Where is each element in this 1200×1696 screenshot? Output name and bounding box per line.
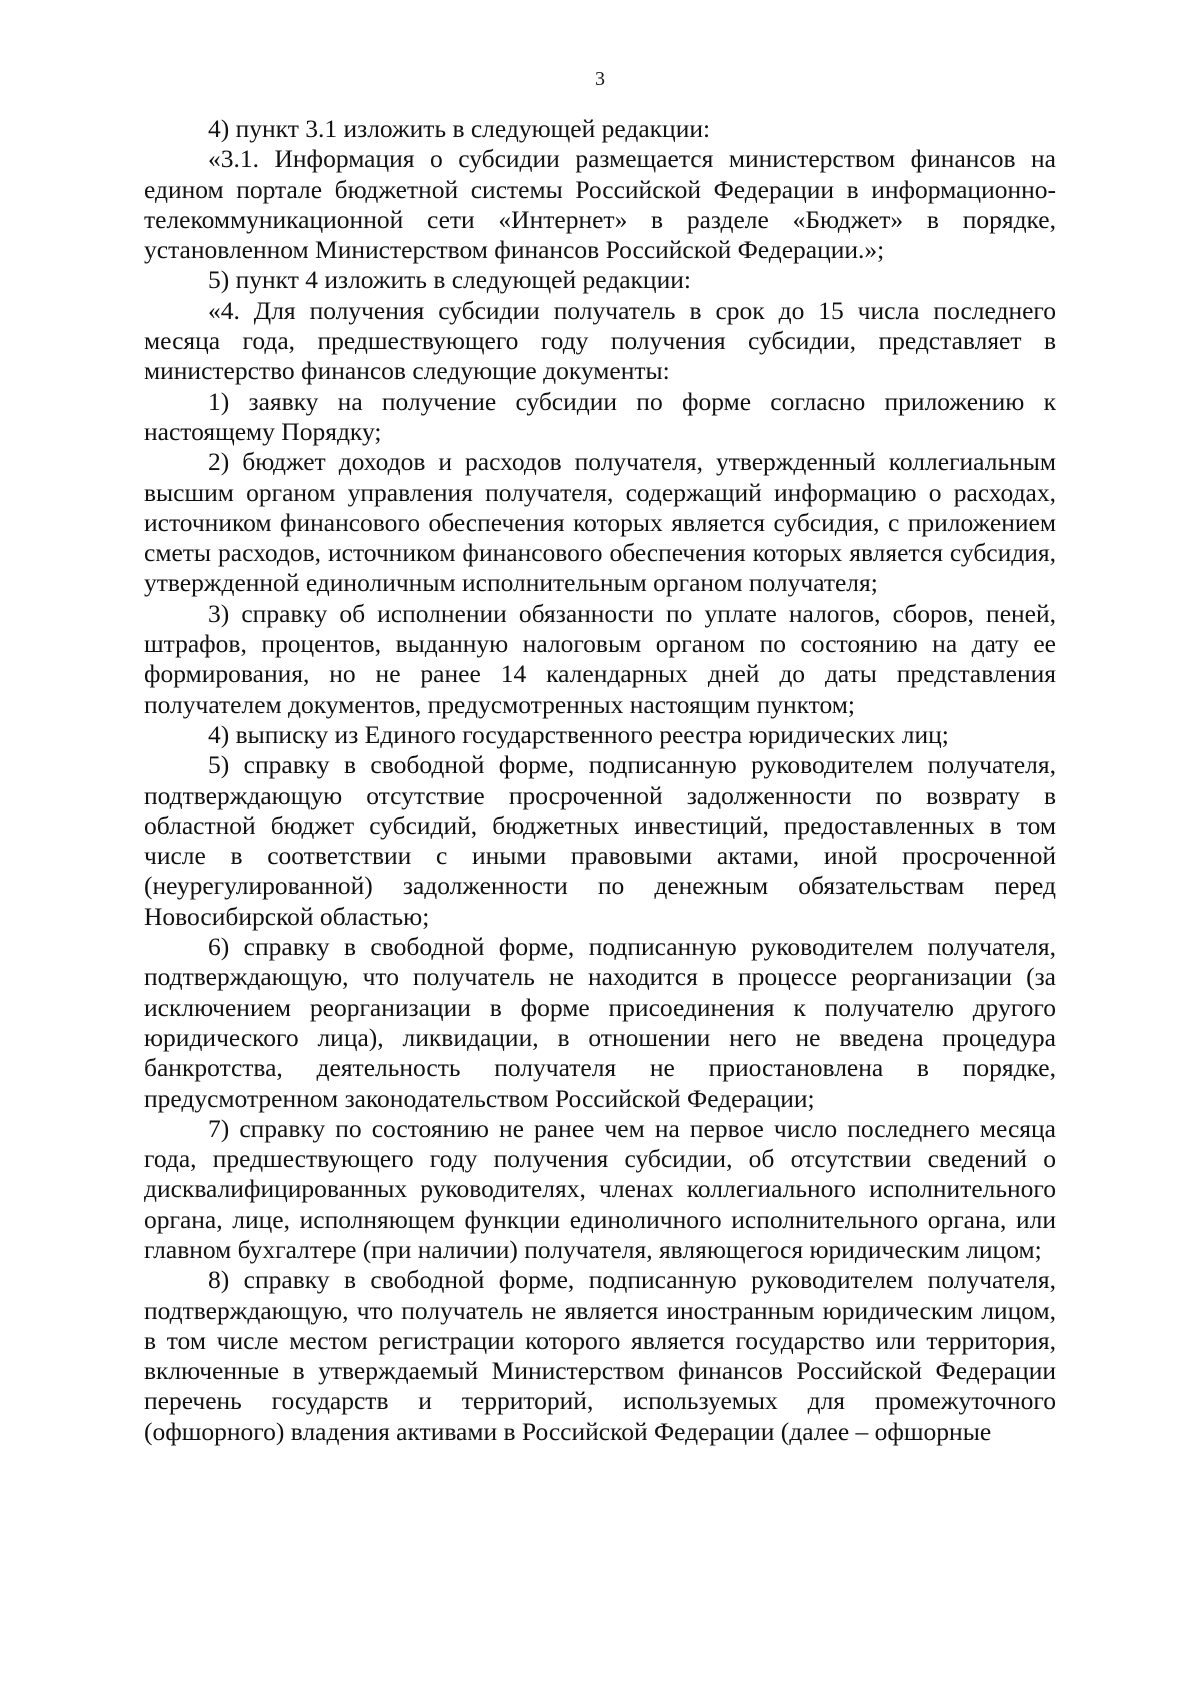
document-body (144, 114, 1056, 1447)
list-item-5: 5) справку в свободной форме, подписанную руководителем получателя, подтверждающую отсутствие просроченной задолженности по возврату в областной бюджет субсидий, бюджетных инвестиций, предоставленных в том числе в соответствии с иными правовыми актами, иной просроченной (неурегулированной) задолженности по денежным обязательствам перед Новосибирской областью; (144, 750, 1056, 931)
paragraph-clause-4: «4. Для получения субсидии получатель в срок до 15 числа последнего месяца года, предшествующего году получения субсидии, представляет в министерство финансов следующие документы: (144, 295, 1056, 386)
list-item-2: 2) бюджет доходов и расходов получателя, утвержденный коллегиальным высшим органом управления получателя, содержащий информацию о расходах, источником финансового обеспечения которых является субсидия, с приложением сметы расходов, источником финансового обеспечения которых является субсидия, утвержденной единоличным исполнительным органом получателя; (144, 447, 1056, 598)
paragraph-amendment-4: 4) пункт 3.1 изложить в следующей редакции: (208, 114, 711, 143)
list-item-6: 6) справку в свободной форме, подписанную руководителем получателя, подтверждающую, что получатель не находится в процессе реорганизации (за исключением реорганизации в форме присоединения к получателю другого юридического лица), ликвидации, в отношении него не введена процедура банкротства, деятельность получателя не приостановлена в порядке, предусмотренном законодательством Российской Федерации; (144, 932, 1056, 1113)
paragraph-amendment-5: 5) пункт 4 изложить в следующей редакции: (208, 265, 691, 295)
list-item-4: 4) выписку из Единого государственного реестра юридических лиц; (208, 719, 949, 749)
list-item-1: 1) заявку на получение субсидии по форме согласно приложению к настоящему Порядку; (144, 386, 1056, 446)
list-item-8: 8) справку в свободной форме, подписанную руководителем получателя, подтверждающую, что получатель не является иностранным юридическим лицом, в том числе местом регистрации которого является государство или территория, включенные в утверждаемый Министерством финансов Российской Федерации перечень государств и территорий, используемых для промежуточного (офшорного) владения активами в Российской Федерации (далее – офшорные (144, 1265, 1056, 1446)
list-item-7: 7) справку по состоянию не ранее чем на первое число последнего месяца года, предшествующего году получения субсидии, об отсутствии сведений о дисквалифицированных руководителях, членах коллегиального исполнительного органа, лице, исполняющем функции единоличного исполнительного органа, или главном бухгалтере (при наличии) получателя, являющегося юридическим лицом; (144, 1113, 1056, 1264)
page-number: 3 (595, 68, 605, 90)
paragraph-clause-3-1: «3.1. Информация о субсидии размещается министерством финансов на едином портале бюджетной системы Российской Федерации в информационно-телекоммуникационной сети «Интернет» в разделе «Бюджет» в порядке, установленном Министерством финансов Российской Федерации.»; (144, 144, 1056, 265)
list-item-3: 3) справку об исполнении обязанности по уплате налогов, сборов, пеней, штрафов, процентов, выданную налоговым органом по состоянию на дату ее формирования, но не ранее 14 календарных дней до даты представления получателем документов, предусмотренных настоящим пунктом; (144, 598, 1056, 719)
